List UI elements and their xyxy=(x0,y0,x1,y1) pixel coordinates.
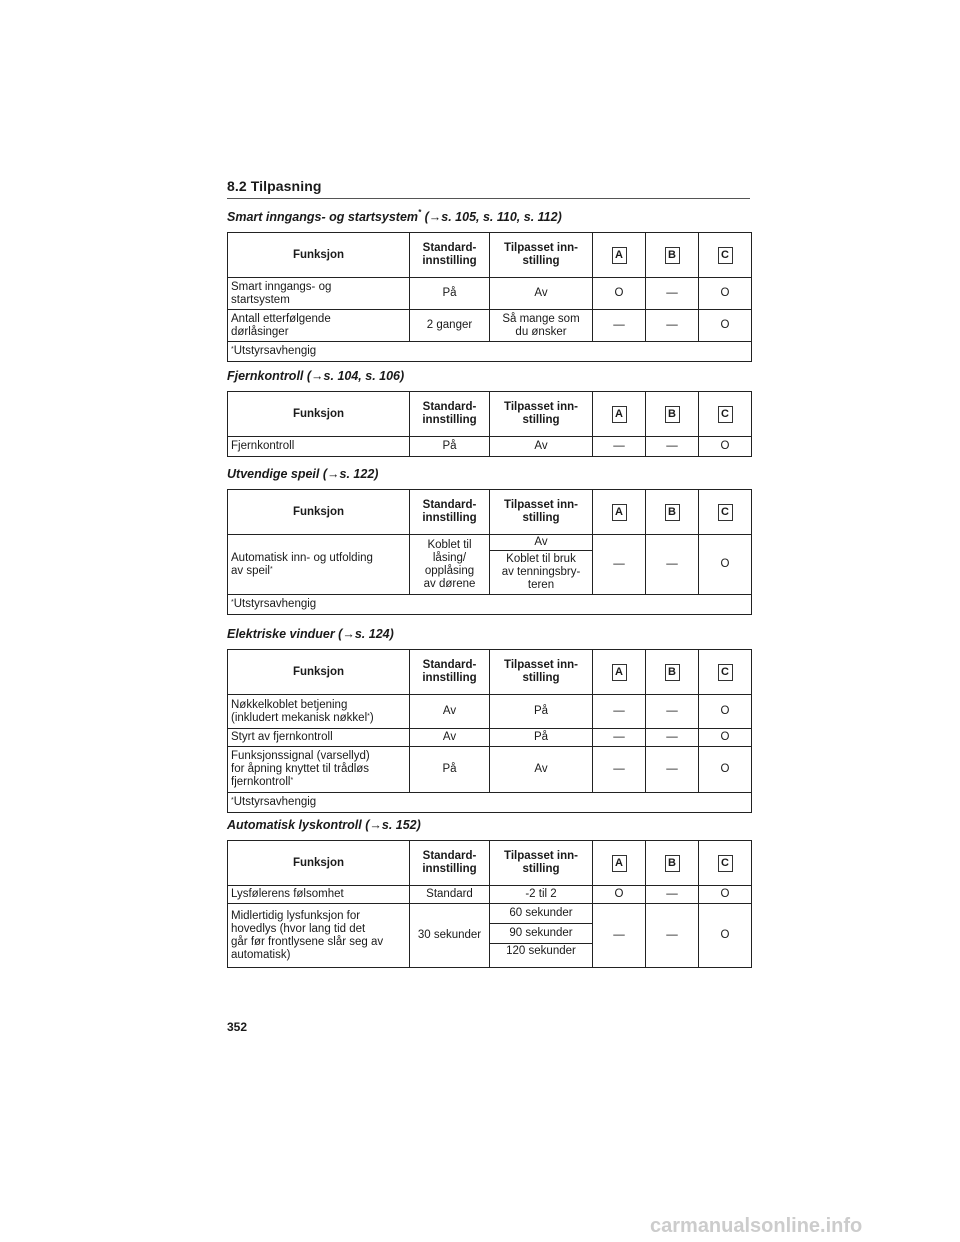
section-power-windows xyxy=(227,627,751,813)
table-header-row xyxy=(228,841,752,886)
cell-c: O xyxy=(699,904,752,968)
col-a xyxy=(593,392,646,437)
badge-b: B xyxy=(665,406,680,423)
cell-b: — xyxy=(646,747,699,793)
col-c xyxy=(699,490,752,535)
cell-standard: Av xyxy=(410,695,490,729)
cell-funksjon: Nøkkelkoblet betjening (inkludert mekanisk nøkkel*) xyxy=(228,695,410,729)
col-tilpasset: Tilpasset inn- stilling xyxy=(490,650,593,695)
col-funksjon: Funksjon xyxy=(228,233,410,278)
badge-a: A xyxy=(612,855,627,872)
cell-tilpasset: Av xyxy=(490,747,593,793)
cell-b: — xyxy=(646,904,699,968)
badge-a: A xyxy=(612,406,627,423)
cell-standard: På xyxy=(410,278,490,310)
section-remote-control xyxy=(227,369,751,457)
table-row xyxy=(228,535,752,551)
badge-a: A xyxy=(612,504,627,521)
cell-standard: Koblet til låsing/ opplåsing av dørene xyxy=(410,535,490,595)
cell-a: — xyxy=(593,695,646,729)
col-standard: Standard- innstilling xyxy=(410,841,490,886)
cell-tilpasset: 60 sekunder xyxy=(490,904,593,924)
cell-b: — xyxy=(646,886,699,904)
col-standard: Standard- innstilling xyxy=(410,392,490,437)
settings-table xyxy=(227,391,752,457)
col-c xyxy=(699,841,752,886)
footnote: *Utstyrsavhengig xyxy=(228,342,752,362)
cell-a: — xyxy=(593,437,646,457)
cell-tilpasset: Av xyxy=(490,278,593,310)
table-header-row xyxy=(228,392,752,437)
cell-c: O xyxy=(699,729,752,747)
table-header-row xyxy=(228,650,752,695)
cell-c: O xyxy=(699,747,752,793)
badge-a: A xyxy=(612,664,627,681)
table-row xyxy=(228,729,752,747)
col-standard: Standard- innstilling xyxy=(410,233,490,278)
col-standard: Standard- innstilling xyxy=(410,650,490,695)
badge-a: A xyxy=(612,247,627,264)
cell-funksjon: Lysfølerens følsomhet xyxy=(228,886,410,904)
cell-b: — xyxy=(646,437,699,457)
table-row xyxy=(228,886,752,904)
cell-tilpasset: På xyxy=(490,695,593,729)
cell-standard: 2 ganger xyxy=(410,310,490,342)
cell-tilpasset: 120 sekunder xyxy=(490,944,593,968)
section-title: Utvendige speil (→s. 122) xyxy=(227,467,379,481)
col-tilpasset: Tilpasset inn- stilling xyxy=(490,233,593,278)
cell-tilpasset: 90 sekunder xyxy=(490,924,593,944)
cell-a: — xyxy=(593,747,646,793)
table-row xyxy=(228,904,752,924)
cell-tilpasset: Koblet til bruk av tenningsbry- teren xyxy=(490,551,593,595)
cell-tilpasset: På xyxy=(490,729,593,747)
section-title: Fjernkontroll (→s. 104, s. 106) xyxy=(227,369,405,383)
col-tilpasset: Tilpasset inn- stilling xyxy=(490,490,593,535)
col-c xyxy=(699,392,752,437)
cell-c: O xyxy=(699,437,752,457)
col-c xyxy=(699,650,752,695)
settings-table xyxy=(227,649,752,813)
section-title: Automatisk lyskontroll (→s. 152) xyxy=(227,818,421,832)
section-title: Elektriske vinduer (→s. 124) xyxy=(227,627,394,641)
cell-c: O xyxy=(699,886,752,904)
cell-funksjon: Automatisk inn- og utfolding av speil* xyxy=(228,535,410,595)
page-number: 352 xyxy=(227,1020,248,1034)
footnote: *Utstyrsavhengig xyxy=(228,793,752,813)
col-b xyxy=(646,490,699,535)
badge-c: C xyxy=(718,406,733,423)
col-tilpasset: Tilpasset inn- stilling xyxy=(490,392,593,437)
col-funksjon: Funksjon xyxy=(228,392,410,437)
table-row xyxy=(228,310,752,342)
col-standard: Standard- innstilling xyxy=(410,490,490,535)
col-a xyxy=(593,490,646,535)
watermark: carmanualsonline.info xyxy=(650,1215,863,1237)
cell-tilpasset: Så mange som du ønsker xyxy=(490,310,593,342)
cell-standard: På xyxy=(410,437,490,457)
badge-c: C xyxy=(718,247,733,264)
col-a xyxy=(593,650,646,695)
badge-c: C xyxy=(718,664,733,681)
badge-b: B xyxy=(665,247,680,264)
cell-tilpasset: -2 til 2 xyxy=(490,886,593,904)
cell-a: O xyxy=(593,886,646,904)
col-funksjon: Funksjon xyxy=(228,841,410,886)
cell-tilpasset: Av xyxy=(490,535,593,551)
cell-funksjon: Smart inngangs- og startsystem xyxy=(228,278,410,310)
settings-table xyxy=(227,489,752,615)
section-heading: 8.2 Tilpasning xyxy=(227,178,322,194)
table-row xyxy=(228,695,752,729)
col-b xyxy=(646,841,699,886)
cell-a: — xyxy=(593,904,646,968)
cell-funksjon: Fjernkontroll xyxy=(228,437,410,457)
cell-funksjon: Funksjonssignal (varsellyd) for åpning knyttet til trådløs fjernkontroll* xyxy=(228,747,410,793)
section-auto-light-control xyxy=(227,818,751,968)
badge-b: B xyxy=(665,664,680,681)
cell-b: — xyxy=(646,729,699,747)
section-title: Smart inngangs- og startsystem* (→s. 105, s. 110, s. 112) xyxy=(227,208,562,224)
col-c xyxy=(699,233,752,278)
footnote: *Utstyrsavhengig xyxy=(228,595,752,615)
table-header-row xyxy=(228,233,752,278)
cell-standard: Standard xyxy=(410,886,490,904)
cell-a: — xyxy=(593,310,646,342)
cell-funksjon: Styrt av fjernkontroll xyxy=(228,729,410,747)
cell-a: — xyxy=(593,729,646,747)
col-b xyxy=(646,392,699,437)
col-a xyxy=(593,841,646,886)
cell-b: — xyxy=(646,310,699,342)
table-row xyxy=(228,747,752,793)
table-footnote-row xyxy=(228,595,752,615)
cell-a: — xyxy=(593,535,646,595)
badge-b: B xyxy=(665,504,680,521)
badge-b: B xyxy=(665,855,680,872)
cell-b: — xyxy=(646,278,699,310)
settings-table xyxy=(227,232,752,362)
cell-c: O xyxy=(699,535,752,595)
cell-c: O xyxy=(699,310,752,342)
cell-b: — xyxy=(646,695,699,729)
settings-table xyxy=(227,840,752,968)
cell-tilpasset: Av xyxy=(490,437,593,457)
cell-b: — xyxy=(646,535,699,595)
badge-c: C xyxy=(718,504,733,521)
table-footnote-row xyxy=(228,342,752,362)
cell-funksjon: Midlertidig lysfunksjon for hovedlys (hvor lang tid det går før frontlysene slår seg av automatisk) xyxy=(228,904,410,968)
table-row xyxy=(228,278,752,310)
col-b xyxy=(646,650,699,695)
cell-standard: På xyxy=(410,747,490,793)
cell-standard: 30 sekunder xyxy=(410,904,490,968)
badge-c: C xyxy=(718,855,733,872)
col-b xyxy=(646,233,699,278)
col-a xyxy=(593,233,646,278)
col-funksjon: Funksjon xyxy=(228,490,410,535)
cell-c: O xyxy=(699,695,752,729)
table-header-row xyxy=(228,490,752,535)
col-tilpasset: Tilpasset inn- stilling xyxy=(490,841,593,886)
table-row xyxy=(228,437,752,457)
page-header xyxy=(227,178,750,199)
section-smart-entry xyxy=(227,210,751,362)
col-funksjon: Funksjon xyxy=(228,650,410,695)
cell-funksjon: Antall etterfølgende dørlåsinger xyxy=(228,310,410,342)
cell-c: O xyxy=(699,278,752,310)
cell-a: O xyxy=(593,278,646,310)
table-footnote-row xyxy=(228,793,752,813)
cell-standard: Av xyxy=(410,729,490,747)
section-outside-mirrors xyxy=(227,467,751,615)
